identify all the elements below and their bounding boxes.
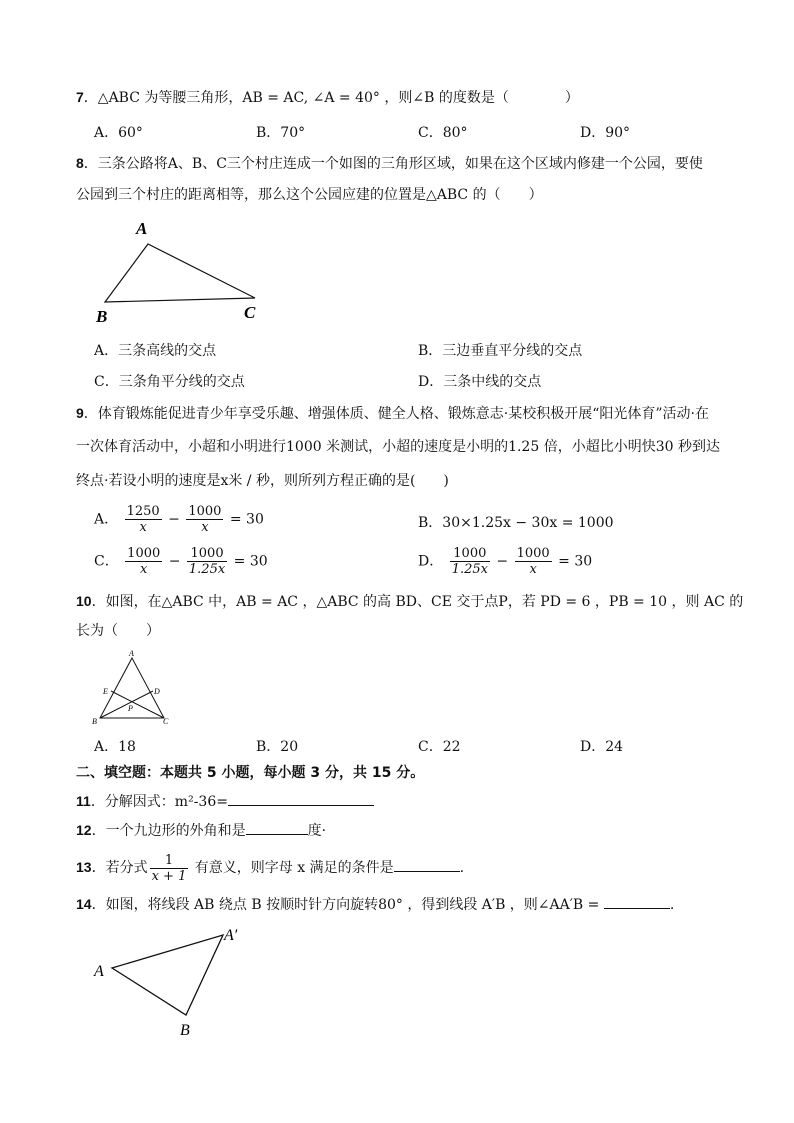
question-number: 10 [76,593,92,609]
q7-option-b: B．70° [256,125,306,141]
question-number: 9 [76,405,84,421]
q9-option-c [94,546,268,577]
q7-option-c: C．80° [418,125,468,141]
question-9 [76,404,709,423]
answer-blank[interactable] [394,857,460,872]
fraction [187,546,227,577]
numerator: 1000 [450,546,490,562]
answer-blank[interactable] [228,791,374,806]
question-number: 13 [76,859,92,875]
question-10-line2: 长为（ ） [76,623,160,639]
numerator: 1250 [126,504,160,519]
q8-triangle-figure [90,212,280,330]
question-12 [76,820,326,840]
question-8 [76,154,703,173]
question-end: . [459,860,465,876]
denominator: 1.25x [451,562,488,577]
label-p: P [128,704,133,713]
rhs: = 30 [233,553,268,570]
minus-sign: − [496,553,509,570]
question-8-line2: 公园到三个村庄的距离相等，那么这个公园应建的位置是△ABC 的（ ） [76,187,543,203]
option-label: C． [94,553,119,570]
q10-option-b: B．20 [256,739,299,755]
label-c: C [163,717,169,726]
minus-sign: − [168,553,181,570]
q8-option-b: B．三边垂直平分线的交点 [418,343,583,359]
question-text-line1: ．如图，在△ABC 中，AB = AC ，△ABC 的高 BD、CE 交于点P，若 PD = 6 ，PB = 10 ，则 AC 的 [91,594,744,610]
fraction [450,546,490,577]
numerator: 1000 [127,546,161,561]
answer-blank[interactable] [604,894,670,909]
denominator: x [529,562,537,577]
question-7 [76,88,579,107]
vertex-label-b: B [96,307,108,326]
triangle-aa-prime-b [112,935,223,1015]
numerator: 1 [150,853,189,869]
rhs: = 30 [229,511,264,528]
question-14 [76,894,674,914]
question-9-line3: 终点·若设小明的速度是x米 / 秒，则所列方程正确的是( ) [76,473,449,489]
question-text-line1: ．体育锻炼能促进青少年享受乐趣、增强体质、健全人格、锻炼意志·某校积极开展“阳光体育”活动·在 [83,406,710,422]
label-b: B [92,717,97,726]
fraction [125,504,162,535]
denominator: x [140,562,148,577]
question-text-line1: ．三条公路将A、B、C三个村庄连成一个如图的三角形区域，如果在这个区域内修建一个公园，要使 [83,156,703,172]
fraction [515,546,552,577]
denominator: 1.25x [188,562,226,577]
label-a-prime: A′ [224,927,238,944]
vertex-label-a: A [136,219,148,238]
question-text: ．一个九边形的外角和是 [91,823,246,839]
q9-option-d [418,546,592,577]
option-label: B． [418,515,443,531]
label-a: A [94,963,104,980]
q10-option-a: A．18 [94,739,136,755]
label-b: B [180,1022,190,1039]
q10-option-c: C．22 [418,739,461,755]
q8-option-d: D．三条中线的交点 [418,374,542,390]
label-e: E [103,687,108,696]
question-text: ．△ABC 为等腰三角形，AB = AC, ∠A = 40° ，则∠B 的度数是（ ） [83,90,579,106]
q10-option-d: D．24 [580,739,624,755]
vertex-label-c: C [244,303,256,322]
question-text: ．分解因式：m²-36= [90,794,228,810]
denominator: x + 1 [151,868,187,884]
label-d: D [154,687,160,696]
question-text-post: 有意义，则字母 x 满足的条件是 [190,860,394,876]
section-title: 二、填空题：本题共 5 小题，每小题 3 分，共 15 分。 [76,765,425,781]
question-11 [76,791,374,811]
option-label: A． [94,511,119,528]
question-suffix: 度· [307,823,327,839]
denominator: x [201,520,209,535]
q9-option-b [418,514,614,532]
question-text: ．如图，将线段 AB 绕点 B 按顺时针方向旋转80° ，得到线段 A′B ，则∠AA′B = [91,897,600,913]
question-13 [76,848,464,887]
question-number: 11 [76,793,91,809]
q7-option-a: A．60° [94,125,143,141]
q8-option-a: A．三条高线的交点 [94,343,217,359]
q8-option-c: C．三条角平分线的交点 [94,374,245,390]
option-label: D． [418,553,444,570]
question-number: 12 [76,822,92,838]
question-9-line2: 一次体育活动中，小超和小明进行1000 米测试，小超的速度是小明的1.25 倍，小超比小明快30 秒到达 [76,439,720,455]
numerator: 1000 [188,504,222,519]
minus-sign: − [168,511,180,528]
q10-triangle-figure [90,648,174,726]
question-text-pre: ．若分式 [91,860,148,876]
q14-rotation-figure [90,920,260,1044]
rhs: = 30 [558,553,593,570]
fraction [186,504,223,535]
triangle-abc [105,244,255,302]
denominator: x [139,520,147,535]
q7-option-d: D．90° [580,125,631,141]
altitude-bd [100,691,153,718]
question-number: 14 [76,896,92,912]
label-a: A [129,649,134,658]
equation: 30×1.25x − 30x = 1000 [442,515,614,531]
question-number: 7 [76,89,84,105]
fraction [150,853,189,884]
question-end: . [669,897,675,913]
answer-blank[interactable] [246,820,308,835]
numerator: 1000 [187,546,227,562]
fraction [125,546,162,577]
question-number: 8 [76,155,84,171]
numerator: 1000 [516,546,550,561]
question-10 [76,592,743,611]
q9-option-a [94,504,264,535]
